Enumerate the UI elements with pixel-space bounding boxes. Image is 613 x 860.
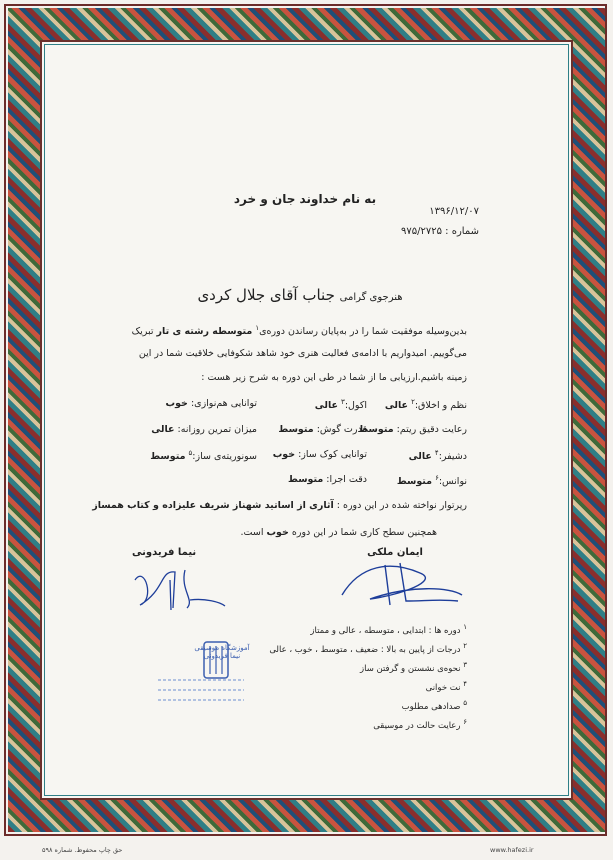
repertoire-value: آثاری از اساتید شهناز شریف علیزاده و کتاب همساز — [92, 500, 334, 511]
evaluation-row — [137, 474, 467, 488]
eval-label: دشیفر: — [438, 451, 467, 463]
level-value: خوب — [266, 527, 289, 538]
eval-item — [315, 398, 367, 411]
body-line-2: می‌گوییم. امیدواریم با ادامه‌ی فعالیت هنری خود شاهد شکوفایی خلاقیت شما در این — [138, 348, 467, 359]
invocation-heading: به نام خداوند جان و خرد — [233, 192, 377, 206]
eval-label: میزان تمرین روزانه: — [177, 424, 257, 435]
eval-item — [397, 474, 467, 487]
eval-label: رعایت دقیق ریتم: — [396, 424, 467, 435]
stamp-text: آموزشگاه موسیقی نیما فریدونی — [194, 644, 250, 660]
certificate-number: شماره : ۹۷۵/۲۷۲۵ — [401, 226, 479, 237]
eval-item — [166, 398, 257, 409]
footer-note: حق چاپ محفوظ. شماره ۵۹۸ — [42, 846, 123, 854]
footnote-item: $^۴$ نت خوانی — [425, 679, 467, 693]
level-end: است. — [240, 527, 264, 538]
greeting-line — [140, 286, 460, 304]
greeting-prefix: هنرجوی گرامی — [339, 292, 403, 303]
eval-label: اکول: — [344, 400, 367, 412]
body-line-3: زمینه باشیم.ارزیابی ما از شما در طی این دوره به شرح زیر هست : — [201, 372, 467, 383]
eval-value: متوسط — [288, 474, 324, 485]
eval-label: توانایی هم‌نوازی: — [190, 398, 257, 409]
eval-item — [150, 449, 257, 462]
body-line-1-start: بدین‌وسیله موفقیت شما را در به‌پایان رساندن دوره‌ی — [259, 326, 467, 338]
eval-value: متوسط — [150, 451, 186, 463]
footnote-ref-4: ۴ — [434, 449, 439, 457]
footnote-item: $^۱$ دوره ها : ابتدایی ، متوسطه ، عالی و ممتاز — [310, 622, 467, 636]
footnote-ref-6: ۶ — [435, 474, 439, 482]
signer-name-left: نیما فریدونی — [132, 547, 197, 558]
level-label: همچنین سطح کاری شما در این دوره — [291, 527, 437, 538]
eval-value: متوسط — [278, 424, 314, 435]
footnote-ref-3: ۳ — [341, 398, 345, 406]
footnote-item: $^۲$ درجات از پایین به بالا : ضعیف ، متوسط ، خوب ، عالی — [269, 641, 467, 655]
eval-item — [385, 398, 467, 411]
footnote-ref-2: ۲ — [411, 398, 415, 406]
eval-label: توانایی کوک ساز: — [298, 449, 367, 460]
issue-date: ۱۳۹۶/۱۲/۰۷ — [429, 206, 479, 217]
repertoire-line — [92, 500, 467, 511]
footnote-ref-5: ۵ — [188, 449, 193, 457]
eval-label: دقت اجرا: — [326, 474, 367, 485]
signer-name-right: ایمان ملکی — [367, 547, 423, 558]
body-line-1 — [132, 324, 467, 337]
eval-value: عالی — [384, 400, 409, 412]
evaluation-row — [137, 449, 467, 463]
evaluation-row — [137, 424, 467, 438]
eval-label: قدرت گوش: — [316, 424, 367, 435]
eval-value: متوسط — [358, 424, 394, 435]
eval-value: عالی — [314, 400, 339, 412]
eval-value: عالی — [408, 451, 432, 463]
recipient-name: جناب آقای جلال کردی — [197, 286, 335, 304]
eval-label: نوانس: — [438, 476, 467, 488]
level-line — [241, 527, 437, 538]
eval-label: سونوریته‌ی ساز: — [192, 451, 257, 463]
eval-value: عالی — [151, 424, 175, 435]
eval-value: متوسط — [396, 476, 433, 488]
eval-item — [151, 424, 257, 435]
signature-right — [330, 555, 470, 615]
body-line-1-end: تبریک — [131, 326, 154, 338]
eval-label: نظم و اخلاق: — [414, 400, 467, 412]
footnote-item: $^۳$ نحوه‌ی نشستن و گرفتن ساز — [360, 660, 467, 674]
eval-value: خوب — [272, 449, 296, 460]
eval-item — [409, 449, 467, 462]
signature-left — [125, 560, 235, 620]
footnote-item: $^۶$ رعایت حالت در موسیقی — [373, 717, 467, 731]
eval-item — [358, 424, 467, 435]
evaluation-row — [137, 398, 467, 412]
course-title: متوسطه رشته ی تار — [156, 326, 253, 338]
eval-item — [278, 424, 367, 435]
repertoire-label: رپرتوار نواخته شده در این دوره : — [336, 500, 467, 511]
eval-value: خوب — [165, 398, 188, 409]
eval-item — [273, 449, 367, 460]
eval-item — [288, 474, 367, 485]
footnotes — [207, 622, 467, 736]
footnote-ref-1: ۱ — [255, 324, 260, 332]
footnote-item: $^۵$ صدادهی مطلوب — [401, 698, 467, 712]
footer-website: www.hafezi.ir — [490, 846, 534, 854]
